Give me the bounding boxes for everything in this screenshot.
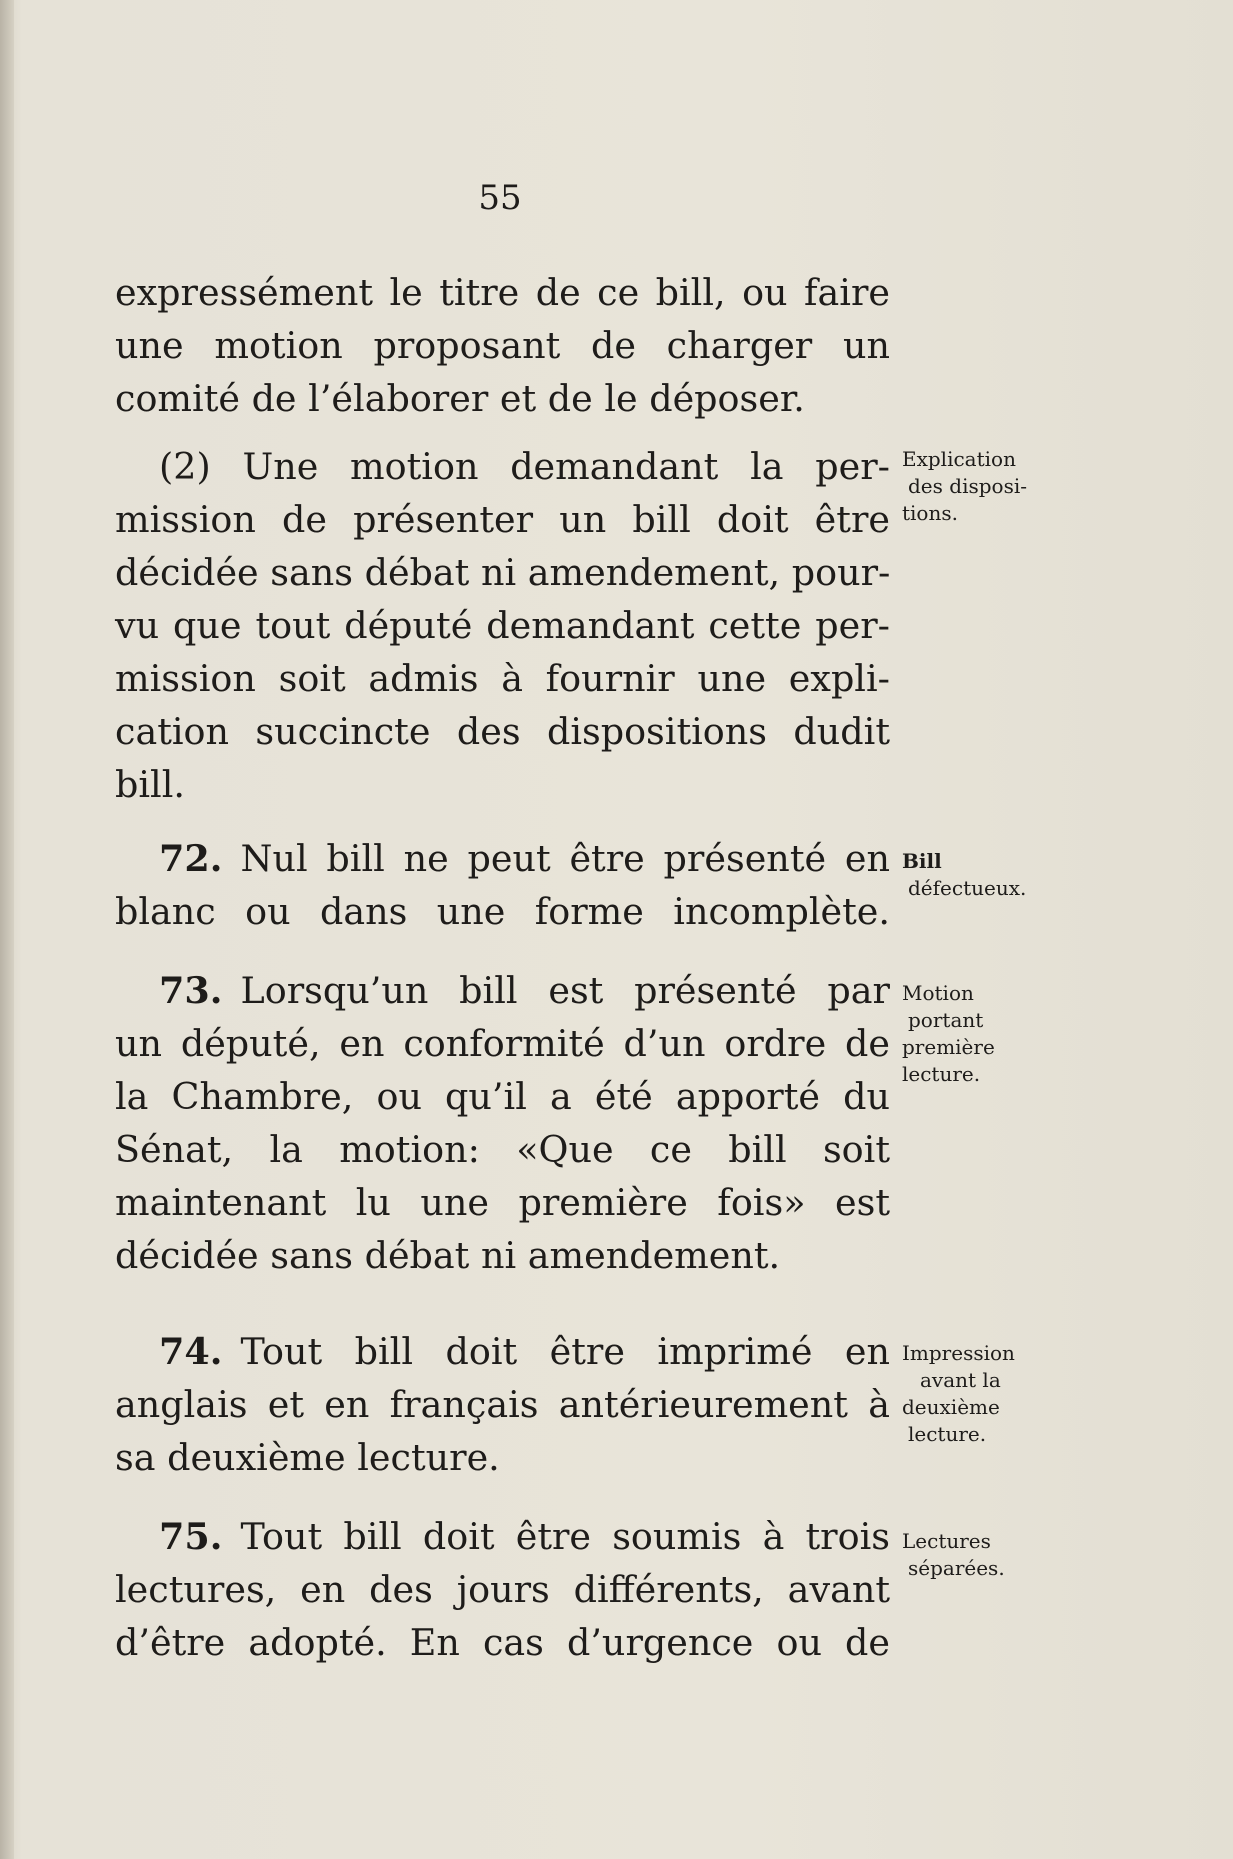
text-line: décidée sans débat ni amendement.	[115, 1234, 781, 1277]
margin-note-line: Motion	[902, 981, 974, 1005]
text-line: (2) Une motion demandant la per-	[159, 445, 890, 488]
text-line: mission soit admis à fournir une expli-	[115, 657, 890, 700]
text-line-with-number	[159, 1515, 890, 1559]
text-line: bill.	[115, 763, 185, 806]
margin-note-line: lecture.	[908, 1422, 987, 1446]
article-number: 73.	[159, 969, 223, 1012]
page-spine-shadow	[0, 0, 14, 1859]
text-line: vu que tout député demandant cette per-	[115, 604, 890, 647]
margin-note-line: Bill	[902, 849, 942, 873]
article-number: 72.	[159, 837, 223, 880]
margin-note-explication	[902, 446, 1027, 527]
text-line: blanc ou dans une forme incomplète.	[115, 890, 890, 933]
margin-note-line: séparées.	[908, 1556, 1005, 1580]
text-line: sa deuxième lecture.	[115, 1436, 500, 1479]
text-line: un député, en conformité d’un ordre de	[115, 1022, 890, 1065]
text-line: anglais et en français antérieurement à	[115, 1383, 890, 1426]
margin-note-line: première	[902, 1035, 995, 1059]
text-line: Lorsqu’un bill est présenté par	[240, 969, 890, 1012]
margin-note-line: tions.	[902, 501, 958, 525]
text-line: Sénat, la motion: «Que ce bill soit	[115, 1128, 890, 1171]
text-line: Tout bill doit être soumis à trois	[240, 1515, 890, 1558]
text-line: la Chambre, ou qu’il a été apporté du	[115, 1075, 890, 1118]
page-number: 55	[478, 178, 522, 218]
text-line: Nul bill ne peut être présenté en	[240, 837, 890, 880]
margin-note-line: Lectures	[902, 1529, 991, 1553]
text-line: expressément le titre de ce bill, ou faire	[115, 271, 890, 314]
text-line: mission de présenter un bill doit être	[115, 498, 890, 541]
text-line: maintenant lu une première fois» est	[115, 1181, 890, 1224]
margin-note-line: lecture.	[902, 1062, 981, 1086]
text-line-with-number	[159, 969, 890, 1013]
text-line: comité de l’élaborer et de le déposer.	[115, 377, 805, 420]
margin-note-line: Impression	[902, 1341, 1015, 1365]
text-line-with-number	[159, 837, 890, 881]
margin-note-line: avant la	[920, 1368, 1001, 1392]
text-line: une motion proposant de charger un	[115, 324, 890, 367]
text-line-with-number	[159, 1330, 890, 1374]
text-line: Tout bill doit être imprimé en	[240, 1330, 890, 1373]
article-number: 75.	[159, 1515, 223, 1558]
margin-note-line: portant	[908, 1008, 984, 1032]
text-line: décidée sans débat ni amendement, pour-	[115, 551, 891, 594]
margin-note-line: défectueux.	[908, 876, 1027, 900]
margin-note-line: deuxième	[902, 1395, 1000, 1419]
text-line: cation succincte des dispositions dudit	[115, 710, 890, 753]
margin-note-bill-defectueux	[902, 848, 1026, 902]
text-line: lectures, en des jours différents, avant	[115, 1568, 890, 1611]
margin-note-impression	[902, 1340, 1015, 1448]
margin-note-motion-premiere-lecture	[902, 980, 995, 1088]
article-number: 74.	[159, 1330, 223, 1373]
margin-note-line: des disposi-	[908, 474, 1027, 498]
margin-note-lectures-separees	[902, 1528, 1005, 1582]
text-line: d’être adopté. En cas d’urgence ou de	[115, 1621, 890, 1664]
margin-note-line: Explication	[902, 447, 1016, 471]
